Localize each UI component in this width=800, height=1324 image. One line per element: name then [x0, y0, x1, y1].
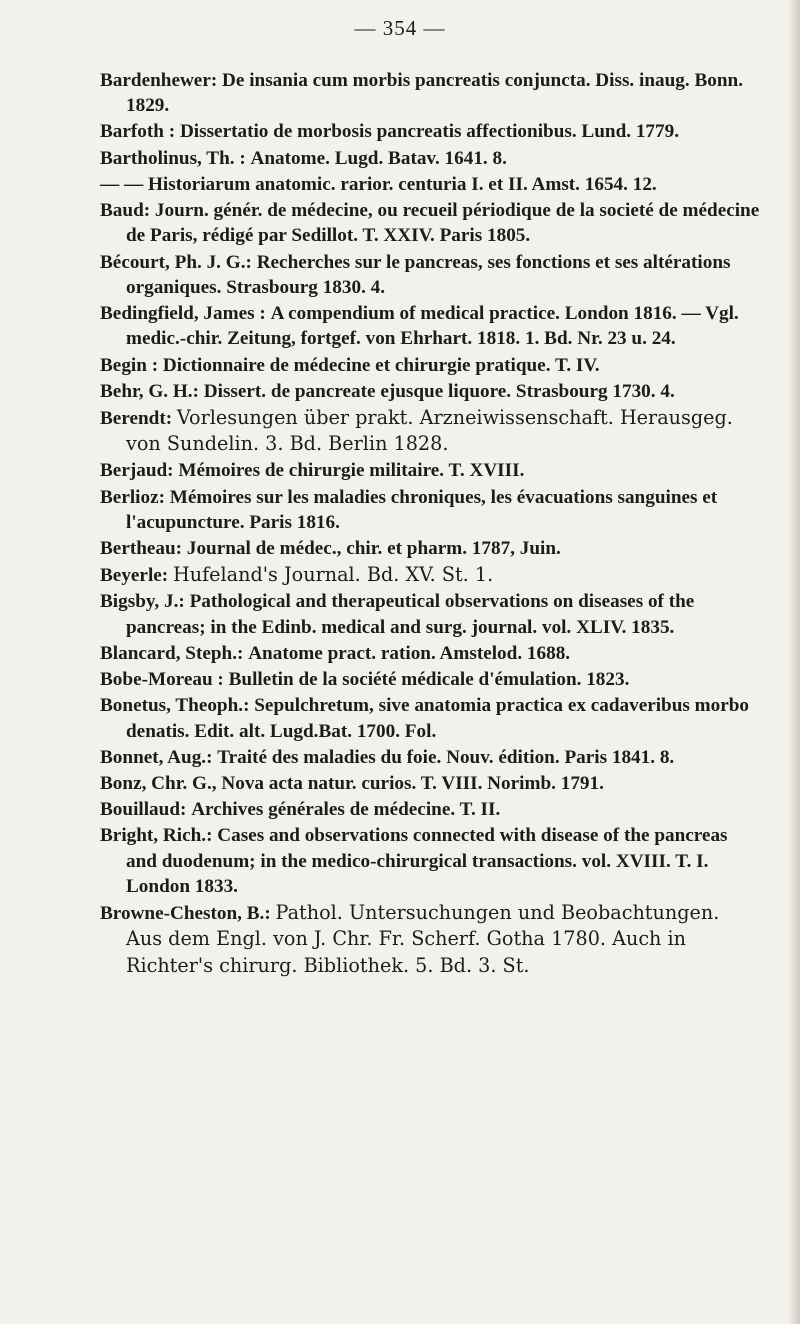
entry-text: Mémoires de chirurgie militaire. T. XVIII.: [178, 460, 525, 482]
entry-author: Baud:: [100, 200, 151, 222]
entry-text: Recherches sur le pancreas, ses fonctions et ses altérations organiques. Strasbourg 1830. 4.: [126, 251, 731, 298]
bibliography-entry: [100, 68, 760, 119]
bibliography-entry: [100, 667, 760, 692]
bibliography-entry: [100, 485, 760, 536]
entry-author: Bright, Rich.:: [100, 825, 213, 847]
entry-author: Barfoth :: [100, 121, 176, 143]
bibliography-entry: [100, 198, 760, 249]
entry-author: Bartholinus, Th. :: [100, 147, 246, 169]
entry-author: Bardenhewer:: [100, 70, 218, 91]
entry-author: Bedingfield, James :: [100, 303, 266, 325]
bibliography-entry: [100, 250, 760, 301]
entry-author: Bouillaud:: [100, 799, 187, 821]
bibliography-entry: [100, 353, 760, 378]
bibliography-entry: [100, 379, 760, 404]
entry-text: Archives générales de médecine. T. II.: [191, 799, 501, 821]
page-edge-shadow: [788, 0, 800, 1324]
bibliography-entry: [100, 823, 760, 899]
entry-text: Traité des maladies du foie. Nouv. édition. Paris 1841. 8.: [217, 746, 675, 768]
bibliography-entry: [100, 458, 760, 483]
entry-text: Nova acta natur. curios. T. VIII. Norimb. 1791.: [221, 772, 604, 794]
entry-text: De insania cum morbis pancreatis conjuncta. Diss. inaug. Bonn. 1829.: [126, 70, 744, 117]
bibliography-list: [100, 68, 760, 980]
entry-text: A compendium of medical practice. London 1816. — Vgl. medic.-chir. Zeitung, fortgef. von Ehrhart. 1818. 1. Bd. Nr. 23 u. 24.: [126, 303, 739, 350]
bibliography-entry: [100, 797, 760, 822]
entry-author: Berjaud:: [100, 460, 174, 482]
entry-text: Anatome pract. ration. Amstelod. 1688.: [248, 642, 571, 664]
entry-text: Dissertatio de morbosis pancreatis affectionibus. Lund. 1779.: [179, 121, 680, 143]
entry-author: Browne-Cheston, B.:: [100, 903, 271, 925]
bibliography-entry: [100, 693, 760, 744]
entry-text: Pathol. Untersuchungen und Beobachtungen. Aus dem Engl. von J. Chr. Fr. Scherf. Gotha 1780. Auch in Richter's chirurg. Bibliothek. 5. Bd. 3. St.: [126, 901, 720, 977]
entry-author: Bonz, Chr. G.,: [100, 772, 217, 794]
bibliography-entry: [100, 172, 760, 197]
entry-text: Mémoires sur les maladies chroniques, les évacuations sanguines et l'acupuncture. Paris 1816.: [126, 486, 718, 533]
entry-author: Berendt:: [100, 407, 173, 429]
entry-text: Journ. génér. de médecine, ou recueil périodique de la societé de médecine de Paris, rédigé par Sedillot. T. XXIV. Paris 1805.: [126, 200, 760, 247]
entry-author: Bertheau:: [100, 538, 183, 560]
bibliography-entry: [100, 900, 760, 979]
bibliography-entry: [100, 536, 760, 561]
entry-text: Hufeland's Journal. Bd. XV. St. 1.: [172, 563, 494, 587]
page-number: — 354 —: [354, 16, 446, 40]
entry-text: Bulletin de la société médicale d'émulation. 1823.: [228, 669, 630, 691]
bibliography-entry: [100, 589, 760, 640]
entry-text: Pathological and therapeutical observations on diseases of the pancreas; in the Edinb. medical and surg. journal. vol. XLIV. 1835.: [126, 591, 695, 638]
entry-author: Bobe-Moreau :: [100, 669, 224, 691]
bibliography-entry: [100, 301, 760, 352]
entry-author: Bonnet, Aug.:: [100, 746, 213, 768]
entry-text: Dictionnaire de médecine et chirurgie pratique. T. IV.: [162, 354, 600, 376]
entry-author: Behr, G. H.:: [100, 380, 199, 402]
entry-author: Bonetus, Theoph.:: [100, 695, 250, 717]
entry-author: Blancard, Steph.:: [100, 642, 244, 664]
entry-author: Bécourt, Ph. J. G.:: [100, 251, 252, 273]
bibliography-entry: [100, 119, 760, 144]
entry-text: Anatome. Lugd. Batav. 1641. 8.: [250, 147, 507, 169]
entry-text: Sepulchretum, sive anatomia practica ex cadaveribus morbo denatis. Edit. alt. Lugd.Bat. 1700. Fol.: [126, 695, 750, 742]
entry-author: Bigsby, J.:: [100, 591, 185, 613]
bibliography-entry: [100, 562, 760, 588]
entry-text: Cases and observations connected with disease of the pancreas and duodenum; in the medico-chirurgical transactions. vol. XVIII. T. I. London 1833.: [126, 825, 728, 897]
entry-author: Beyerle:: [100, 565, 169, 587]
entry-text: Vorlesungen über prakt. Arzneiwissenschaft. Herausgeg. von Sundelin. 3. Bd. Berlin 1828.: [126, 405, 733, 456]
bibliography-entry: [100, 405, 760, 458]
entry-author: Begin :: [100, 354, 159, 376]
bibliography-entry: [100, 745, 760, 770]
entry-author: — —: [100, 173, 144, 195]
entry-text: Dissert. de pancreate ejusque liquore. Strasbourg 1730. 4.: [203, 380, 675, 402]
bibliography-entry: [100, 146, 760, 171]
bibliography-entry: [100, 641, 760, 666]
entry-text: Historiarum anatomic. rarior. centuria I. et II. Amst. 1654. 12.: [147, 173, 657, 195]
entry-text: Journal de médec., chir. et pharm. 1787, Juin.: [186, 538, 561, 560]
entry-author: Berlioz:: [100, 486, 165, 508]
bibliography-entry: [100, 771, 760, 796]
